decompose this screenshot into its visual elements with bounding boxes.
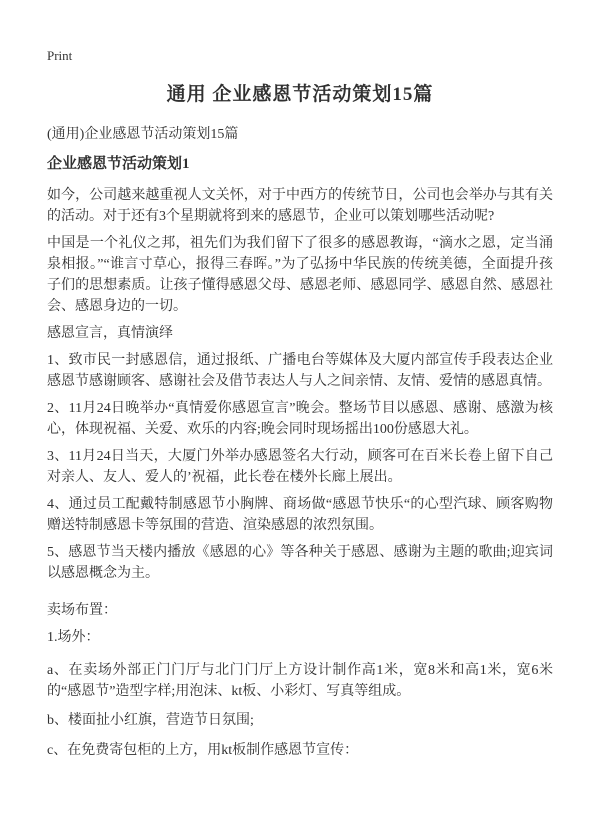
outdoor-item-b: b、楼面扯小红旗，营造节日氛围; [47, 713, 254, 728]
page-subtitle: (通用)企业感恩节活动策划15篇 [47, 127, 239, 142]
intro-paragraph: 如今，公司越来越重视人文关怀，对于中西方的传统节日，公司也会举办与其有关的活动。对于还有3个星期就将到来的感恩节，企业可以策划哪些活动呢? [47, 188, 553, 224]
declaration-subheading: 感恩宣言，真情演绎 [47, 326, 173, 341]
activity-item-3: 3、11月24日当天，大厦门外举办感恩签名大行动，顾客可在百米长卷上留下自己对亲人、友人、爱人的’祝福，此长卷在楼外长廊上展出。 [47, 449, 553, 485]
activity-item-1: 1、致市民一封感恩信，通过报纸、广播电台等媒体及大厦内部宣传手段表达企业感恩节感谢顾客、感谢社会及借节表达人与人之间亲情、友情、爱情的感恩真情。 [47, 353, 553, 389]
venue-layout-subheading: 卖场布置： [47, 603, 117, 618]
outdoor-item-a: a、在卖场外部正门门厅与北门门厅上方设计制作高1米，宽8米和高1米，宽6米的“感恩节”造型字样;用泡沫、kt板、小彩灯、写真等组成。 [47, 663, 553, 699]
outdoor-item-c: c、在免费寄包柜的上方，用kt板制作感恩节宣传： [47, 743, 359, 758]
page-title: 通用 企业感恩节活动策划15篇 [166, 84, 434, 105]
activity-item-4: 4、通过员工配戴特制感恩节小胸牌、商场做“感恩节快乐“的心型汽球、顾客购物赠送特制感恩卡等氛围的营造、渲染感恩的浓烈氛围。 [47, 497, 553, 533]
section-heading: 企业感恩节活动策划1 [47, 156, 190, 172]
activity-item-5: 5、感恩节当天楼内播放《感恩的心》等各种关于感恩、感谢为主题的歌曲;迎宾词以感恩概念为主。 [47, 545, 553, 581]
print-link[interactable]: Print [47, 48, 73, 63]
background-paragraph: 中国是一个礼仪之邦，祖先们为我们留下了很多的感恩教诲，“滴水之恩，定当涌泉相报。”“谁言寸草心，报得三春晖。”为了弘扬中华民族的传统美德，全面提升孩子们的思想素质。让孩子懂得感恩父母、感恩老师、感恩同学、感恩自然、感恩社会、感恩身边的一切。 [47, 236, 553, 314]
outdoor-subheading: 1.场外： [47, 630, 100, 645]
activity-item-2: 2、11月24日晚举办“真情爱你感恩宣言”晚会。整场节目以感恩、感谢、感激为核心，体现祝福、关爱、欢乐的内容;晚会同时现场摇出100份感恩大礼。 [47, 401, 553, 437]
